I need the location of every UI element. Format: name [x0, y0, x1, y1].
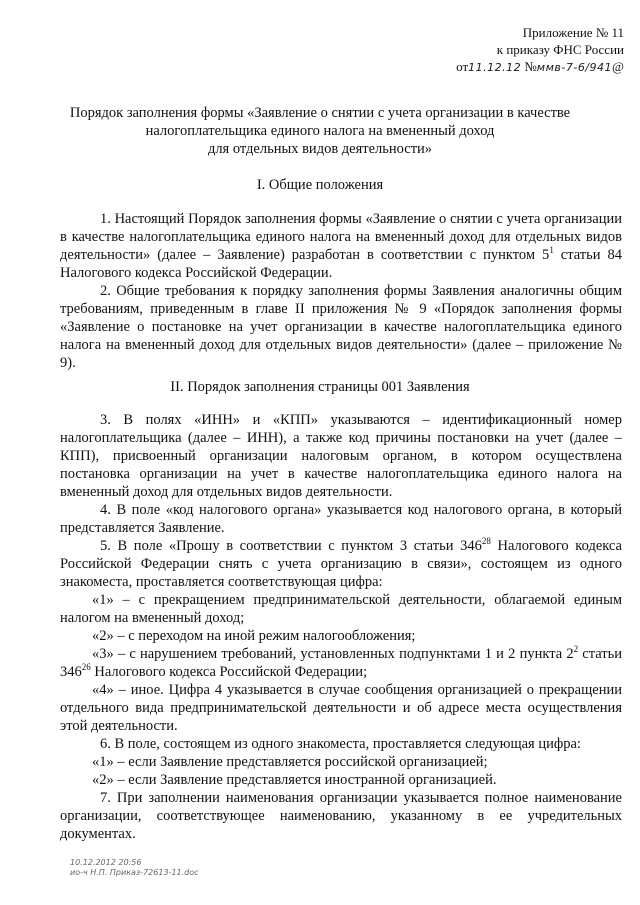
paragraph-6: 6. В поле, состоящем из одного знакоместа, проставляется следующая цифра:	[100, 736, 581, 752]
handwritten-order-number: ммв-7-6/941	[536, 61, 613, 74]
section-heading-page001: II. Порядок заполнения страницы 001 Заявления	[170, 379, 470, 395]
option-1: «1» – с прекращением предпринимательской деятельности, облагаемой единым налогом на вмененный доход;	[60, 592, 622, 626]
option-2: «2» – с переходом на иной режим налогообложения;	[92, 628, 416, 644]
paragraph-4: 4. В поле «код налогового органа» указывается код налогового органа, в который представляется Заявление.	[60, 502, 622, 536]
section-general-body	[60, 210, 622, 372]
option-4: «4» – иное. Цифра 4 указывается в случае сообщения организацией о прекращении отдельного вида предпринимательской деятельности и об адресе места осуществления этой деятельности.	[60, 682, 622, 734]
document-title: Порядок заполнения формы «Заявление о снятии с учета организации в качестве налогоплательщика единого налога на вмененный доход для отдельных видов деятельности»	[69, 105, 571, 157]
appendix-order-ref: к приказу ФНС России	[496, 42, 624, 57]
paragraph-5: 5. В поле «Прошу в соответствии с пунктом 3 статьи $346^{28}$ Налогового кодекса Российской Федерации снять с учета организацию в связи», состоящем из одного знакоместа, проставляется соответствующая цифра:	[60, 536, 622, 590]
appendix-number: Приложение № 11	[522, 25, 624, 40]
section-page001-body	[60, 411, 622, 843]
section-heading-general: I. Общие положения	[256, 177, 384, 193]
appendix-date-line: от11.12.12 №ммв-7-6/941@	[456, 59, 624, 74]
option-6-2: «2» – если Заявление представляется иностранной организацией.	[92, 772, 497, 788]
appendix-header	[456, 24, 624, 76]
paragraph-2: 2. Общие требования к порядку заполнения формы Заявления аналогичны общим требованиям, приведенным в главе II приложения № 9 «Порядок заполнения формы «Заявление о постановке на учет организации в качестве налогоплательщика единого налога на вмененный доход для отдельных видов деятельности» (далее – приложение № 9).	[60, 283, 622, 371]
paragraph-3: 3. В полях «ИНН» и «КПП» указываются – идентификационный номер налогоплательщика (далее – ИНН), а также код причины постановки на учет (далее – КПП), присвоенный организации налоговым органом, в котором осуществлена постановка организации на учет в качестве налогоплательщика единого налога на вмененный доход для отдельных видов деятельности.	[60, 412, 622, 500]
file-footer: 10.12.2012 20:56 ио-ч Н.П. Приказ-72613-11.doc	[70, 858, 199, 877]
option-3: «3» – с нарушением требований, установленных подпунктами 1 и 2 пункта $2^2$ статьи $346^{26}$ Налогового кодекса Российской Федерации;	[60, 644, 622, 680]
paragraph-7: 7. При заполнении наименования организации указывается полное наименование организации, соответствующее наименованию, указанному в ее учредительных документах.	[60, 790, 622, 842]
option-6-1: «1» – если Заявление представляется российской организацией;	[92, 754, 488, 770]
paragraph-1: 1. Настоящий Порядок заполнения формы «Заявление о снятии с учета организации в качестве налогоплательщика единого налога на вмененный доход для отдельных видов деятельности» (далее – Заявление) разработан в соответствии с пунктом $5^1$ статьи 84 Налогового кодекса Российской Федерации.	[60, 211, 622, 281]
handwritten-date: 11.12.12	[468, 61, 522, 74]
